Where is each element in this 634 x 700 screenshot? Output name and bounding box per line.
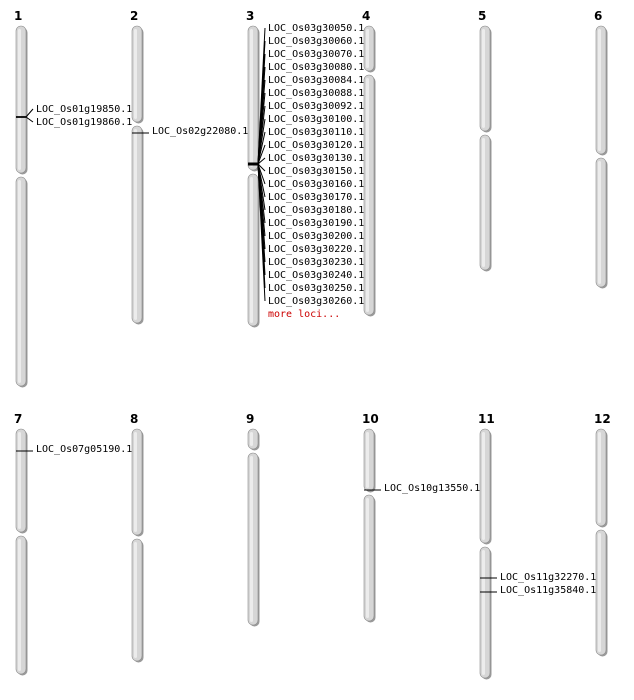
locus-label[interactable]: LOC_Os03g30240.1 (268, 270, 365, 281)
locus-label[interactable]: LOC_Os03g30250.1 (268, 283, 365, 294)
locus-label[interactable]: LOC_Os03g30200.1 (268, 231, 365, 242)
locus-label[interactable]: LOC_Os03g30230.1 (268, 257, 365, 268)
locus-label[interactable]: LOC_Os03g30070.1 (268, 49, 365, 60)
locus-label[interactable]: LOC_Os03g30084.1 (268, 75, 365, 86)
chromosome-number: 8 (130, 412, 139, 426)
locus-label[interactable]: LOC_Os11g32270.1 (500, 572, 597, 583)
locus[interactable] (16, 117, 132, 128)
chromosome-highlight (366, 29, 369, 68)
chromosome-number: 6 (594, 9, 603, 23)
locus-label[interactable]: LOC_Os10g13550.1 (384, 483, 481, 494)
locus[interactable] (16, 104, 132, 117)
locus-label[interactable]: LOC_Os03g30110.1 (268, 127, 365, 138)
chromosome-5[interactable] (478, 9, 492, 272)
chromosome-1[interactable] (14, 9, 132, 388)
chromosome-3[interactable] (246, 9, 364, 328)
chromosome-number: 10 (362, 412, 379, 426)
chromosome-highlight (250, 432, 253, 446)
locus[interactable] (480, 585, 596, 596)
chromosome-9[interactable] (246, 412, 260, 627)
chromosome-12[interactable] (594, 412, 611, 657)
locus-label[interactable]: LOC_Os03g30092.1 (268, 101, 365, 112)
chromosome-highlight (598, 29, 601, 151)
chromosome-highlight (134, 542, 137, 658)
chromosome-highlight (250, 29, 253, 167)
locus-label[interactable]: LOC_Os03g30130.1 (268, 153, 365, 164)
locus-label[interactable]: LOC_Os03g30150.1 (268, 166, 365, 177)
locus[interactable] (16, 444, 132, 455)
locus-label[interactable]: LOC_Os03g30260.1 (268, 296, 365, 307)
chromosome-highlight (18, 180, 21, 383)
chromosome-highlight (366, 432, 369, 488)
locus-label[interactable]: LOC_Os03g30050.1 (268, 23, 365, 34)
chromosome-highlight (482, 550, 485, 675)
locus-label[interactable]: LOC_Os03g30060.1 (268, 36, 365, 47)
chromosome-2[interactable] (130, 9, 248, 325)
chromosome-highlight (18, 29, 21, 170)
locus-label[interactable]: LOC_Os03g30190.1 (268, 218, 365, 229)
chromosome-highlight (482, 29, 485, 128)
chromosome-number: 1 (14, 9, 23, 23)
locus-label[interactable]: LOC_Os03g30160.1 (268, 179, 365, 190)
chromosome-number: 2 (130, 9, 139, 23)
chromosome-highlight (134, 432, 137, 532)
locus[interactable] (480, 572, 596, 583)
chromosome-highlight (18, 432, 21, 529)
locus-label[interactable]: LOC_Os03g30180.1 (268, 205, 365, 216)
chromosome-11[interactable] (478, 412, 596, 680)
chromosome-highlight (250, 177, 253, 323)
locus[interactable] (132, 126, 248, 137)
locus-label[interactable]: LOC_Os03g30080.1 (268, 62, 365, 73)
locus-label[interactable]: LOC_Os02g22080.1 (152, 126, 249, 137)
locus-label[interactable]: LOC_Os01g19860.1 (36, 117, 133, 128)
locus-label[interactable]: LOC_Os01g19850.1 (36, 104, 133, 115)
locus-label[interactable]: LOC_Os07g05190.1 (36, 444, 133, 455)
locus[interactable] (248, 164, 364, 177)
chromosome-7[interactable] (14, 412, 132, 676)
chromosome-number: 3 (246, 9, 255, 23)
chromosome-highlight (18, 539, 21, 671)
locus-label[interactable]: LOC_Os03g30120.1 (268, 140, 365, 151)
locus-label[interactable]: LOC_Os03g30220.1 (268, 244, 365, 255)
locus-label[interactable]: LOC_Os03g30100.1 (268, 114, 365, 125)
chromosome-highlight (134, 129, 137, 320)
locus[interactable] (248, 153, 364, 164)
more-loci-link[interactable]: more loci... (268, 309, 341, 320)
locus-label[interactable]: LOC_Os11g35840.1 (500, 585, 597, 596)
chromosome-highlight (598, 533, 601, 652)
chromosome-number: 9 (246, 412, 255, 426)
chromosome-4[interactable] (362, 9, 376, 317)
chromosome-8[interactable] (130, 412, 144, 663)
locus[interactable] (364, 483, 480, 494)
chromosome-highlight (482, 138, 485, 267)
chromosome-10[interactable] (362, 412, 480, 623)
chromosome-number: 7 (14, 412, 23, 426)
chromosome-number: 5 (478, 9, 487, 23)
locus-label[interactable]: LOC_Os03g30088.1 (268, 88, 365, 99)
chromosome-number: 11 (478, 412, 495, 426)
chromosome-highlight (366, 78, 369, 312)
chromosome-number: 4 (362, 9, 371, 23)
chromosome-highlight (598, 432, 601, 523)
locus-label[interactable]: LOC_Os03g30170.1 (268, 192, 365, 203)
chromosome-number: 12 (594, 412, 611, 426)
chromosome-highlight (482, 432, 485, 540)
chromosome-highlight (366, 498, 369, 618)
chromosome-highlight (598, 161, 601, 284)
chromosome-6[interactable] (594, 9, 608, 289)
chromosome-highlight (134, 29, 137, 119)
chromosome-highlight (250, 456, 253, 622)
